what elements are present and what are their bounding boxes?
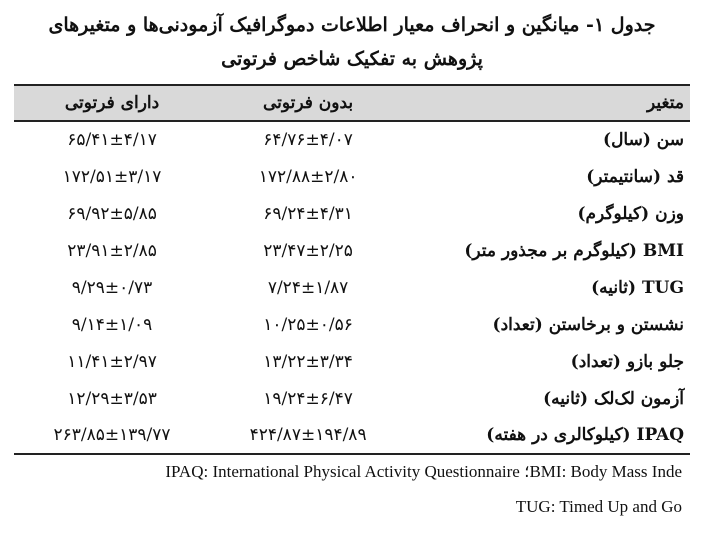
cell-frail: ۶۹/۹۲±۵/۸۵ xyxy=(67,203,157,224)
cell-non-frail: ۶۹/۲۴±۴/۳۱ xyxy=(263,203,353,224)
cell-variable: IPAQ (کیلوکالری در هفته) xyxy=(486,425,684,445)
results-table-container xyxy=(14,84,690,455)
cell-non-frail: ۶۴/۷۶±۴/۰۷ xyxy=(263,130,353,150)
cell-non-frail: ۱۹/۲۴±۶/۴۷ xyxy=(263,388,353,409)
table-row xyxy=(14,380,690,417)
table-row xyxy=(14,158,690,195)
table-row xyxy=(14,269,690,306)
header-frail: دارای فرتوتی xyxy=(64,93,160,113)
footnote-abbreviations: BMI: Body Mass Inde؛ IPAQ: International Physical Activity Questionnaire xyxy=(165,462,682,481)
table-row xyxy=(14,232,690,269)
header-non-frail: بدون فرتوتی xyxy=(262,93,354,113)
cell-frail: ۱۱/۴۱±۲/۹۷ xyxy=(67,351,157,372)
cell-non-frail: ۲۳/۴۷±۲/۲۵ xyxy=(263,240,353,261)
table-caption xyxy=(20,8,684,76)
cell-non-frail: ۴۲۴/۸۷±۱۹۴/۸۹ xyxy=(249,425,367,445)
results-table xyxy=(14,84,690,455)
cell-frail: ۱۷۲/۵۱±۳/۱۷ xyxy=(62,166,162,187)
cell-frail: ۹/۱۴±۱/۰۹ xyxy=(71,314,153,335)
table-row xyxy=(14,121,690,158)
cell-frail: ۶۵/۴۱±۴/۱۷ xyxy=(67,130,157,150)
cell-non-frail: ۱۷۲/۸۸±۲/۸۰ xyxy=(258,166,358,187)
cell-variable: BMI (کیلوگرم بر مجذور متر) xyxy=(464,240,684,261)
table-row xyxy=(14,195,690,232)
cell-variable: وزن (کیلوگرم) xyxy=(577,203,684,224)
cell-frail: ۲۳/۹۱±۲/۸۵ xyxy=(67,240,157,261)
table-row xyxy=(14,417,690,454)
footnote-tug: TUG: Timed Up and Go xyxy=(515,497,682,516)
cell-frail: ۱۲/۲۹±۳/۵۳ xyxy=(67,388,157,409)
cell-variable: آزمون لک‌لک (ثانیه) xyxy=(543,388,684,409)
header-variable: متغیر xyxy=(647,93,684,113)
table-row xyxy=(14,306,690,343)
cell-variable: TUG (ثانیه) xyxy=(591,277,684,298)
caption-line-2: پژوهش به تفکیک شاخص فرتوتی xyxy=(221,48,483,70)
cell-variable: نشستن و برخاستن (تعداد) xyxy=(492,314,684,335)
cell-variable: قد (سانتیمتر) xyxy=(586,166,684,187)
cell-frail: ۹/۲۹±۰/۷۳ xyxy=(71,277,153,298)
cell-variable: سن (سال) xyxy=(603,130,684,150)
cell-non-frail: ۱۳/۲۲±۳/۳۴ xyxy=(263,351,353,372)
cell-non-frail: ۱۰/۲۵±۰/۵۶ xyxy=(263,314,353,335)
cell-variable: جلو بازو (تعداد) xyxy=(570,351,684,372)
table-header-row xyxy=(14,85,690,121)
table-row xyxy=(14,343,690,380)
cell-non-frail: ۷/۲۴±۱/۸۷ xyxy=(267,277,349,298)
cell-frail: ۲۶۳/۸۵±۱۳۹/۷۷ xyxy=(53,425,171,445)
caption-line-1: جدول ۱- میانگین و انحراف معیار اطلاعات دموگرافیک آزمودنی‌ها و متغیرهای xyxy=(48,14,656,36)
